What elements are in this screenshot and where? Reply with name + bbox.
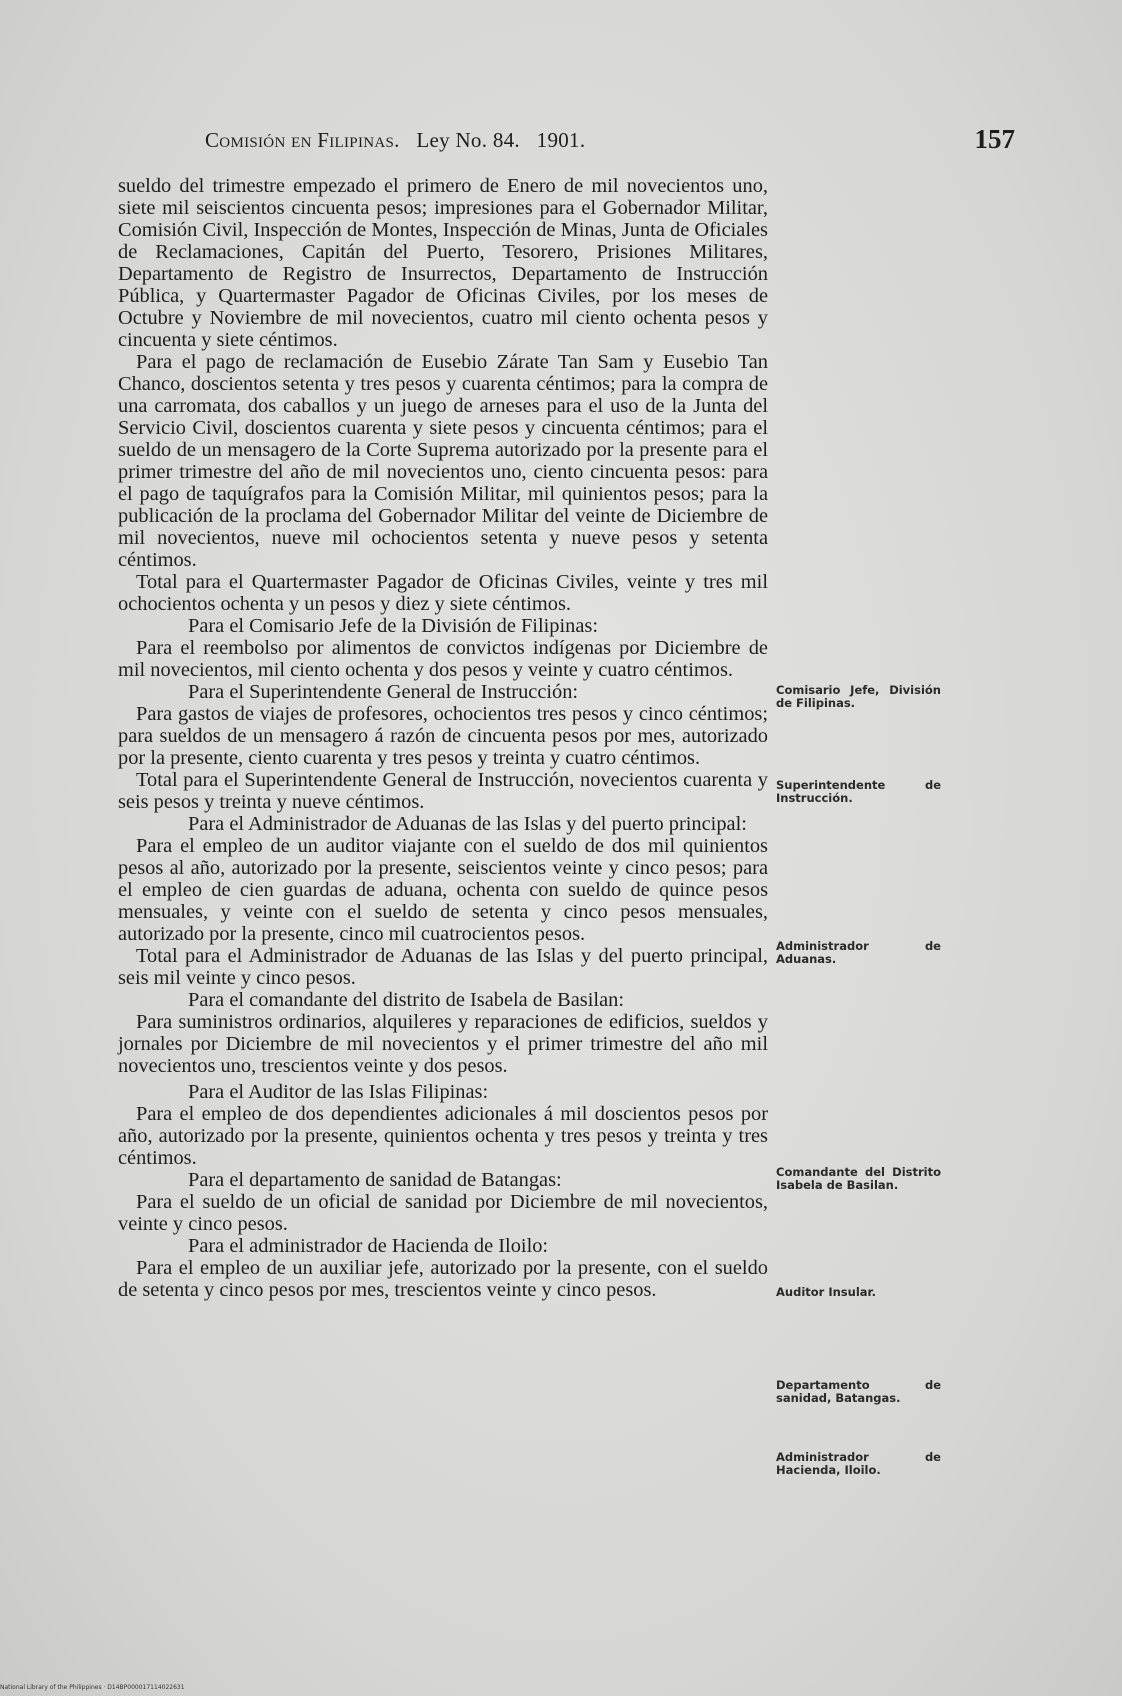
margin-note: Administrador de Hacienda, Iloilo. xyxy=(776,1450,941,1477)
paragraph: Para el empleo de un auditor viajante con el sueldo de dos mil quinientos pesos al año, autorizado por la presente, seiscientos veinte y cinco pesos; para el empleo de cien guardas de aduana, ochenta con sueldo de quince pesos mensuales, y veinte con el sueldo de setenta y cinco pesos mensuales, autorizado por la presente, cinco mil cuatrocientos pesos. xyxy=(118,835,768,945)
page-number: 157 xyxy=(974,124,1015,154)
section-heading: Para el Auditor de las Islas Filipinas: xyxy=(188,1081,489,1103)
body-text xyxy=(118,175,768,1301)
section-heading: Para el comandante del distrito de Isabela de Basilan: xyxy=(188,989,624,1011)
header-title-b: Ley No. 84. xyxy=(416,128,520,152)
section-heading: Para el Superintendente General de Instrucción: xyxy=(188,681,579,703)
header-title-a: Comisión en Filipinas. xyxy=(205,128,400,152)
section-heading: Para el Administrador de Aduanas de las Islas y del puerto principal: xyxy=(188,813,747,835)
header-year: 1901. xyxy=(536,128,586,152)
margin-note: Superintendente de Instrucción. xyxy=(776,778,941,805)
margin-note: Administrador de Aduanas. xyxy=(776,939,941,966)
paragraph: sueldo del trimestre empezado el primero de Enero de mil novecientos uno, siete mil seiscientos cincuenta pesos; impresiones para el Gobernador Militar, Comisión Civil, Inspección de Montes, Inspección de Minas, Junta de Oficiales de Reclamaciones, Capitán del Puerto, Tesorero, Prisiones Militares, Departamento de Registro de Insurrectos, Departamento de Instrucción Pública, y Quartermaster Pagador de Oficinas Civiles, por los meses de Octubre y Noviembre de mil novecientos, cuatro mil ciento ochenta pesos y cincuenta y siete céntimos. xyxy=(118,175,768,351)
margin-note: Comandante del Distrito Isabela de Basilan. xyxy=(776,1165,941,1192)
paragraph: Para el empleo de un auxiliar jefe, autorizado por la presente, con el sueldo de setenta y cinco pesos por mes, trescientos veinte y cinco pesos. xyxy=(118,1257,768,1301)
paragraph: Total para el Quartermaster Pagador de Oficinas Civiles, veinte y tres mil ochocientos ochenta y un pesos y diez y siete céntimos. xyxy=(118,571,768,615)
running-header xyxy=(205,124,1015,160)
margin-note: Auditor Insular. xyxy=(776,1285,876,1299)
paragraph: Para el sueldo de un oficial de sanidad por Diciembre de mil novecientos, veinte y cinco pesos. xyxy=(118,1191,768,1235)
paragraph: Total para el Administrador de Aduanas de las Islas y del puerto principal, seis mil veinte y cinco pesos. xyxy=(118,945,768,989)
paragraph: Para el reembolso por alimentos de convictos indígenas por Diciembre de mil novecientos, mil ciento ochenta y dos pesos y veinte y cuatro céntimos. xyxy=(118,637,768,681)
margin-note: Departamento de sanidad, Batangas. xyxy=(776,1378,941,1405)
paragraph: Para suministros ordinarios, alquileres y reparaciones de edificios, sueldos y jornales por Diciembre de mil novecientos y el primer trimestre del año mil novecientos uno, trescientos veinte y dos pesos. xyxy=(118,1011,768,1077)
section-heading: Para el administrador de Hacienda de Iloilo: xyxy=(188,1235,549,1257)
section-heading: Para el departamento de sanidad de Batangas: xyxy=(188,1169,562,1191)
section-heading: Para el Comisario Jefe de la División de Filipinas: xyxy=(188,615,599,637)
paragraph: Total para el Superintendente General de Instrucción, novecientos cuarenta y seis pesos y treinta y nueve céntimos. xyxy=(118,769,768,813)
paragraph: Para el empleo de dos dependientes adicionales á mil doscientos pesos por año, autorizado por la presente, quinientos ochenta y tres pesos y treinta y tres céntimos. xyxy=(118,1103,768,1169)
running-title xyxy=(205,128,585,153)
paragraph: Para gastos de viajes de profesores, ochocientos tres pesos y cinco céntimos; para sueldos de un mensagero á razón de cincuenta pesos por mes, autorizado por la presente, ciento cuarenta y tres pesos y treinta y cuatro céntimos. xyxy=(118,703,768,769)
margin-note: Comisario Jefe, División de Filipinas. xyxy=(776,683,941,710)
paragraph: Para el pago de reclamación de Eusebio Zárate Tan Sam y Eusebio Tan Chanco, doscientos setenta y tres pesos y cuarenta céntimos; para la compra de una carromata, dos caballos y un juego de arneses para el uso de la Junta del Servicio Civil, doscientos cuarenta y siete pesos y cincuenta céntimos; para el sueldo de un mensagero de la Corte Suprema autorizado por la presente para el primer trimestre del año de mil novecientos uno, ciento cincuenta pesos: para el pago de taquígrafos para la Comisión Militar, mil quinientos pesos; para la publicación de la proclama del Gobernador Militar del veinte de Diciembre de mil novecientos, nueve mil ochocientos setenta y nueve pesos y setenta céntimos. xyxy=(118,351,768,571)
scan-footer: National Library of the Philippines · D14BP000017114022631 xyxy=(0,1684,185,1691)
